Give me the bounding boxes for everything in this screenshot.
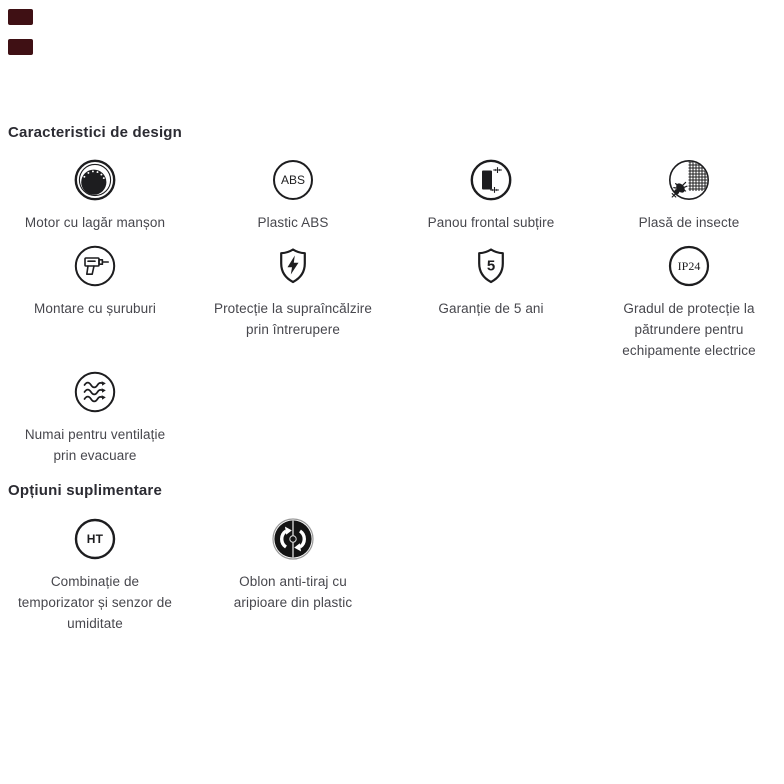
feature-label-line: Protecție la supraîncălzire (213, 301, 373, 316)
feature-anti-draft-shutter (194, 517, 392, 634)
empty-cell (590, 370, 784, 466)
empty-cell (590, 517, 784, 634)
feature-abs-plastic (194, 158, 392, 233)
dark-swatch-2[interactable] (8, 39, 33, 55)
feature-label-line: Motor cu lagăr manșon (24, 215, 166, 230)
warranty-years-text: 5 (486, 257, 496, 275)
empty-cell (194, 370, 392, 466)
feature-label-line: Montare cu șuruburi (34, 301, 156, 316)
feature-label-line: Numai pentru ventilație (24, 427, 166, 442)
feature-label-line: umiditate (67, 616, 123, 631)
motor-bearing-icon (73, 158, 117, 202)
feature-exhaust-ventilation (0, 370, 194, 466)
empty-cell (392, 370, 590, 466)
feature-label (258, 212, 329, 233)
feature-label-line: Garanție de 5 ani (438, 301, 544, 316)
feature-label-line: aripioare din plastic (233, 595, 353, 610)
feature-screw-mounting (0, 244, 194, 361)
feature-label-line: Plasă de insecte (638, 215, 740, 230)
feature-overheat-protection (194, 244, 392, 361)
feature-ip24 (590, 244, 784, 361)
ip24-badge-text: IP24 (677, 259, 701, 273)
feature-label-line: prin evacuare (53, 448, 137, 463)
abs-badge-icon (271, 158, 315, 202)
feature-warranty (392, 244, 590, 361)
feature-motor (0, 158, 194, 233)
feature-label (438, 298, 543, 319)
feature-label-line: prin întrerupere (246, 322, 340, 337)
insect-mesh-icon (667, 158, 711, 202)
feature-label (234, 571, 352, 613)
feature-label-line: Combinație de (50, 574, 140, 589)
feature-label-line: Oblon anti-tiraj cu (239, 574, 347, 589)
feature-label (214, 298, 372, 340)
feature-row-3 (0, 370, 784, 466)
humidity-timer-badge-icon (73, 517, 117, 561)
feature-label (639, 212, 740, 233)
anti-draft-shutter-icon (271, 517, 315, 561)
abs-badge-text: ABS (280, 173, 306, 188)
feature-label (18, 571, 172, 634)
feature-thin-panel (392, 158, 590, 233)
section-title-design: Caracteristici de design (8, 124, 183, 141)
exhaust-airflow-icon (73, 370, 117, 414)
feature-label-line: pătrundere pentru (634, 322, 744, 337)
feature-label (428, 212, 555, 233)
drill-icon (73, 244, 117, 288)
warranty-shield-icon (469, 244, 513, 288)
feature-row-4 (0, 517, 784, 634)
empty-cell (392, 517, 590, 634)
feature-row-1 (0, 158, 784, 233)
feature-label-line: Gradul de protecție la (623, 301, 755, 316)
feature-label (25, 424, 165, 466)
feature-label-line: Plastic ABS (257, 215, 329, 230)
feature-label (25, 212, 165, 233)
overheat-protection-shield-icon (271, 244, 315, 288)
feature-row-2 (0, 244, 784, 361)
feature-label (34, 298, 156, 319)
feature-label-line: echipamente electrice (622, 343, 756, 358)
section-title-options: Opțiuni suplimentare (8, 482, 163, 499)
dark-swatch-1[interactable] (8, 9, 33, 25)
feature-humidity-timer (0, 517, 194, 634)
feature-label-line: temporizator și senzor de (17, 595, 173, 610)
feature-label-line: Panou frontal subțire (427, 215, 555, 230)
ht-badge-text: HT (86, 532, 104, 547)
feature-label (622, 298, 755, 361)
feature-insect-mesh (590, 158, 784, 233)
ip24-badge-icon (667, 244, 711, 288)
thin-panel-icon (469, 158, 513, 202)
